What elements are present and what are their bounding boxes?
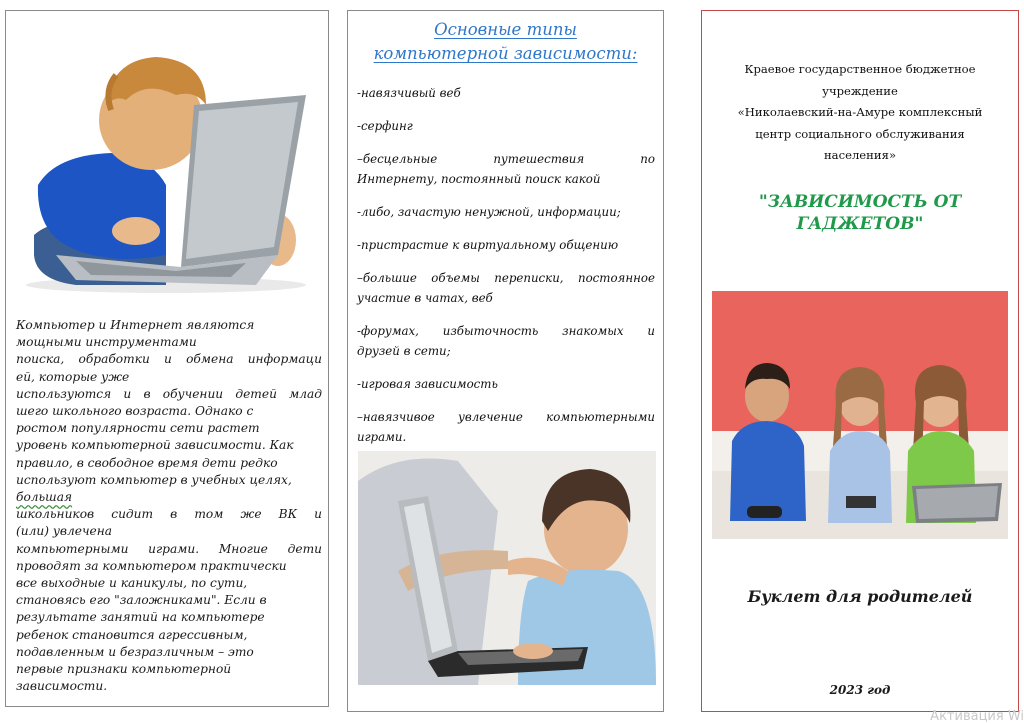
list-item-line: -форумах, избыточность знакомых и xyxy=(357,324,655,338)
dependency-types-heading xyxy=(348,18,663,66)
text-line: ребенок становится агрессивным, xyxy=(16,627,248,642)
list-item xyxy=(357,268,655,308)
text-line: подавленным и безразличным – это xyxy=(16,644,254,659)
text-line: (или) увлечена xyxy=(16,524,113,539)
text-line: правило, в свободное время дети редко xyxy=(16,455,278,470)
booklet-year: 2023 год xyxy=(829,683,891,697)
text-line: первые признаки компьютерной xyxy=(16,662,232,677)
booklet-title xyxy=(702,191,1018,235)
text-line: все выходные и каникулы, по сути, xyxy=(16,576,248,591)
text-line: результате занятий на компьютере xyxy=(16,610,265,625)
middle-panel xyxy=(347,10,664,712)
org-line: Краевое государственное бюджетное xyxy=(744,62,976,76)
org-line: центр социального обслуживания xyxy=(755,126,965,141)
text-line: используются и в обучении детей млад xyxy=(16,386,322,401)
text-line: шего школьного возраста. Однако с xyxy=(16,404,254,419)
list-item: -серфинг xyxy=(357,119,413,133)
text-line: используют компьютер в учебных целях, xyxy=(16,472,292,487)
child-with-laptop-photo xyxy=(16,35,316,297)
text-line: Компьютер и Интернет являются xyxy=(16,318,255,332)
list-item: -навязчивый веб xyxy=(357,86,461,100)
left-panel xyxy=(5,10,329,707)
list-item-line: –навязчивое увлечение компьютерными xyxy=(357,410,655,424)
list-item-line: играми. xyxy=(357,430,407,444)
title-line: "ЗАВИСИМОСТЬ ОТ xyxy=(758,192,962,212)
text-line: ей, которые уже xyxy=(16,369,130,384)
org-line: «Николаевский-на-Амуре комплексный xyxy=(737,105,983,119)
children-with-devices-photo xyxy=(712,291,1008,539)
text-line: мощными инструментами xyxy=(16,335,197,350)
list-item xyxy=(357,149,655,189)
title-line: ГАДЖЕТОВ" xyxy=(796,214,924,234)
intro-text xyxy=(16,317,322,695)
list-item: -игровая зависимость xyxy=(357,377,498,391)
text-line: уровень компьютерной зависимости. Как xyxy=(16,438,294,453)
organization-name xyxy=(702,59,1018,167)
heading-line: компьютерной зависимости: xyxy=(373,44,638,63)
list-item-line: –бесцельные путешествия по xyxy=(357,152,655,166)
boy-at-laptop-photo xyxy=(358,451,656,685)
list-item-line: –большие объемы переписки, постоянное xyxy=(357,271,655,285)
text-line: проводят за компьютером практически xyxy=(16,558,287,573)
booklet-subtitle: Буклет для родителей xyxy=(747,587,973,606)
list-item-line: Интернету, постоянный поиск какой xyxy=(357,172,601,186)
dependency-types-list xyxy=(357,83,655,460)
list-item-line: друзей в сети; xyxy=(357,344,451,358)
text-line: поиска, обработки и обмена информаци xyxy=(16,352,322,367)
text-line: компьютерными играми. Многие дети xyxy=(16,541,322,556)
list-item xyxy=(357,407,655,447)
text-line: большая xyxy=(16,490,73,505)
activation-watermark: Активация Wi xyxy=(930,709,1024,724)
right-panel xyxy=(701,10,1019,712)
list-item: -либо, зачастую ненужной, информации; xyxy=(357,205,621,219)
heading-line: Основные типы xyxy=(434,20,577,39)
org-line: учреждение xyxy=(822,83,898,98)
text-line: становясь его "заложниками". Если в xyxy=(16,593,267,608)
list-item-line: участие в чатах, веб xyxy=(357,291,493,305)
text-line: зависимости. xyxy=(16,679,108,694)
list-item: -пристрастие к виртуальному общению xyxy=(357,238,619,252)
text-line: ростом популярности сети растет xyxy=(16,421,260,436)
list-item xyxy=(357,321,655,361)
org-line: населения» xyxy=(823,148,897,162)
text-line: школьников сидит в том же ВК и xyxy=(16,507,322,522)
